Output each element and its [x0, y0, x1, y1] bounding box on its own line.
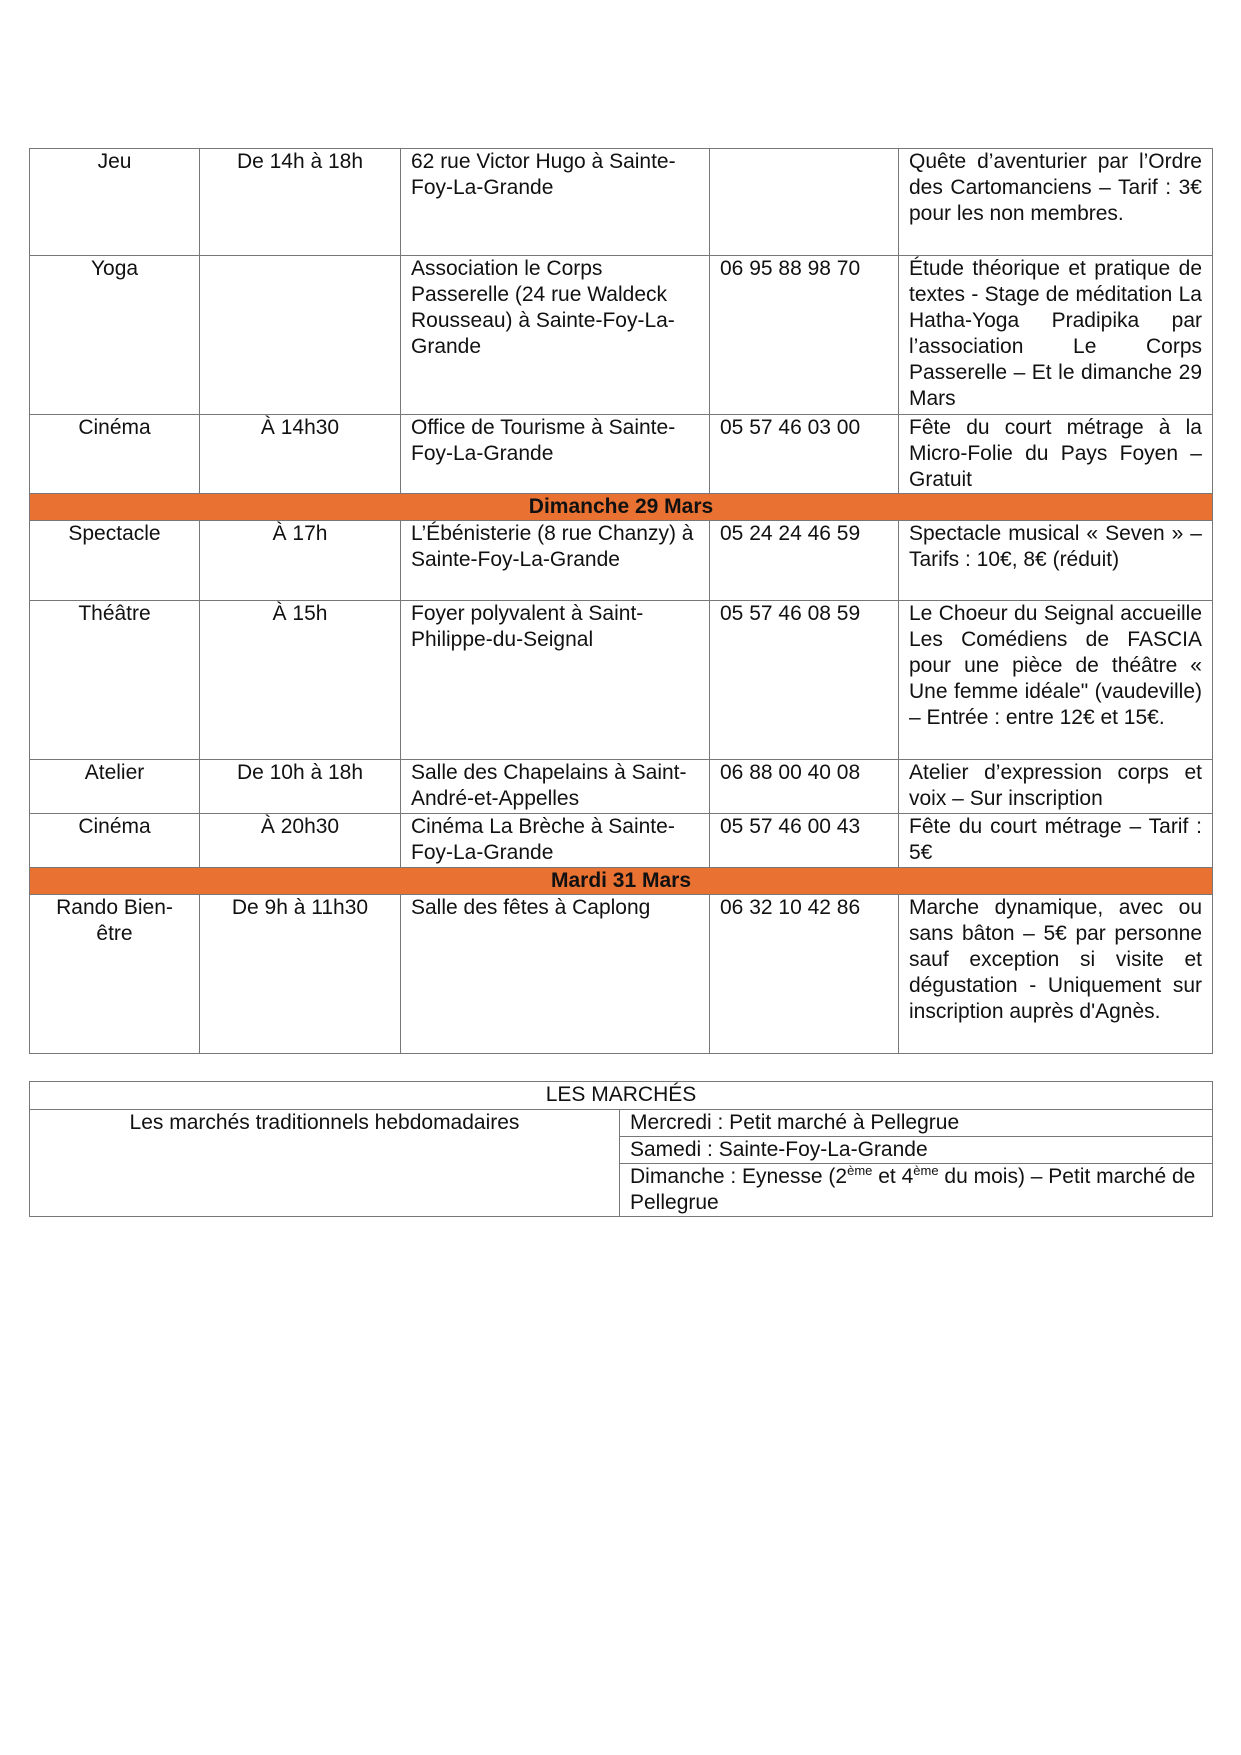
event-category: Spectacle [30, 521, 200, 601]
event-time: À 17h [200, 521, 401, 601]
table-row [30, 149, 1213, 256]
event-place: Foyer polyvalent à Saint-Philippe-du-Seignal [401, 601, 710, 760]
event-place: Association le Corps Passerelle (24 rue Waldeck Rousseau) à Sainte-Foy-La-Grande [401, 256, 710, 415]
event-time: À 15h [200, 601, 401, 760]
event-category: Théâtre [30, 601, 200, 760]
table-row [30, 760, 1213, 814]
event-time: À 20h30 [200, 814, 401, 868]
event-phone: 05 57 46 03 00 [710, 415, 899, 494]
table-row [30, 895, 1213, 1054]
event-place: Cinéma La Brèche à Sainte-Foy-La-Grande [401, 814, 710, 868]
market-wednesday: Mercredi : Petit marché à Pellegrue [620, 1110, 1213, 1137]
event-description: Quête d’aventurier par l’Ordre des Cartomanciens – Tarif : 3€ pour les non membres. [899, 149, 1213, 256]
event-description: Fête du court métrage – Tarif : 5€ [899, 814, 1213, 868]
table-row [30, 601, 1213, 760]
event-phone [710, 149, 899, 256]
event-time: De 10h à 18h [200, 760, 401, 814]
table-row [30, 415, 1213, 494]
market-saturday: Samedi : Sainte-Foy-La-Grande [620, 1137, 1213, 1164]
day-header-row [30, 868, 1213, 895]
event-phone: 06 95 88 98 70 [710, 256, 899, 415]
event-description: Atelier d’expression corps et voix – Sur inscription [899, 760, 1213, 814]
events-table [29, 148, 1213, 1054]
markets-label: Les marchés traditionnels hebdomadaires [30, 1110, 620, 1217]
event-category: Rando Bien-être [30, 895, 200, 1054]
event-time [200, 256, 401, 415]
event-category: Jeu [30, 149, 200, 256]
event-place: 62 rue Victor Hugo à Sainte-Foy-La-Grande [401, 149, 710, 256]
day-header: Mardi 31 Mars [30, 868, 1213, 895]
event-description: Le Choeur du Seignal accueille Les Comédiens de FASCIA pour une pièce de théâtre « Une femme idéale" (vaudeville) – Entrée : entre 12€ et 15€. [899, 601, 1213, 760]
markets-table [29, 1081, 1213, 1217]
event-place: Office de Tourisme à Sainte-Foy-La-Grande [401, 415, 710, 494]
event-place: Salle des fêtes à Caplong [401, 895, 710, 1054]
table-row [30, 521, 1213, 601]
event-category: Cinéma [30, 814, 200, 868]
event-description: Fête du court métrage à la Micro-Folie du Pays Foyen – Gratuit [899, 415, 1213, 494]
markets-title: LES MARCHÉS [30, 1082, 1213, 1110]
event-phone: 06 32 10 42 86 [710, 895, 899, 1054]
event-category: Cinéma [30, 415, 200, 494]
event-time: De 9h à 11h30 [200, 895, 401, 1054]
event-phone: 05 24 24 46 59 [710, 521, 899, 601]
day-header-row [30, 494, 1213, 521]
table-row [30, 814, 1213, 868]
event-time: À 14h30 [200, 415, 401, 494]
event-description: Étude théorique et pratique de textes - Stage de méditation La Hatha-Yoga Pradipika par l’association Le Corps Passerelle – Et le dimanche 29 Mars [899, 256, 1213, 415]
event-phone: 05 57 46 08 59 [710, 601, 899, 760]
market-sunday: Dimanche : Eynesse (2ème et 4ème du mois) – Petit marché de Pellegrue [620, 1164, 1213, 1217]
event-place: Salle des Chapelains à Saint-André-et-Appelles [401, 760, 710, 814]
event-phone: 06 88 00 40 08 [710, 760, 899, 814]
event-category: Yoga [30, 256, 200, 415]
event-time: De 14h à 18h [200, 149, 401, 256]
event-place: L’Ébénisterie (8 rue Chanzy) à Sainte-Foy-La-Grande [401, 521, 710, 601]
event-description: Spectacle musical « Seven » – Tarifs : 10€, 8€ (réduit) [899, 521, 1213, 601]
table-row [30, 256, 1213, 415]
event-category: Atelier [30, 760, 200, 814]
event-phone: 05 57 46 00 43 [710, 814, 899, 868]
event-description: Marche dynamique, avec ou sans bâton – 5€ par personne sauf exception si visite et dégustation - Uniquement sur inscription auprès d'Agnès. [899, 895, 1213, 1054]
day-header: Dimanche 29 Mars [30, 494, 1213, 521]
